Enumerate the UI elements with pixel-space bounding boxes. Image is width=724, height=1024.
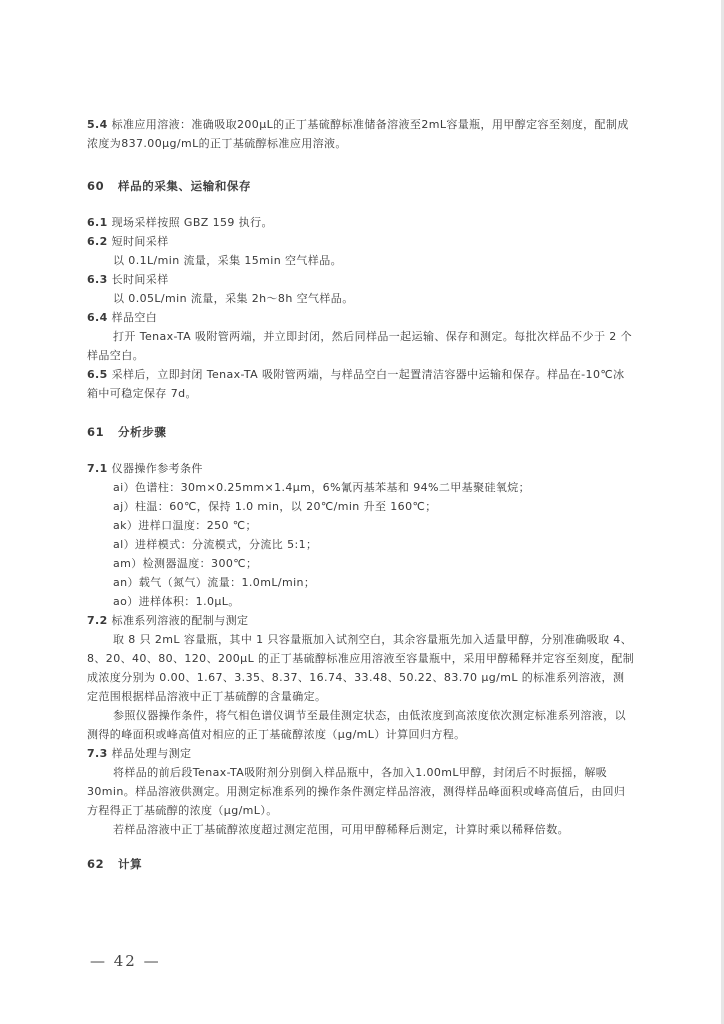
section-title: 短时间采样	[111, 235, 169, 248]
section-number: 5.4	[87, 118, 108, 131]
section-5-4	[87, 115, 635, 153]
section-number: 6.1	[87, 216, 108, 229]
heading-number: 61	[87, 425, 105, 439]
section-number: 7.1	[87, 462, 108, 475]
section-body: 若样品溶液中正丁基硫醇浓度超过测定范围，可用甲醇稀释后测定，计算时乘以稀释倍数。	[113, 823, 569, 836]
heading-number: 62	[87, 857, 105, 871]
section-number: 7.3	[87, 747, 108, 760]
section-body: 以 0.1L/min 流量，采集 15min 空气样品。	[113, 254, 342, 267]
section-title: 样品处理与测定	[111, 747, 192, 760]
section-number: 6.2	[87, 235, 108, 248]
list-item: am）检测器温度：300℃；	[113, 557, 258, 570]
list-item: ao）进样体积：1.0μL。	[113, 595, 240, 608]
section-body: 参照仪器操作条件，将气相色谱仪调节至最佳测定状态，由低浓度到高浓度依次测定标准系列溶液，以测得的峰面积或峰高值对相应的正丁基硫醇浓度（μg/mL）计算回归方程。	[87, 709, 626, 741]
heading-title: 分析步骤	[118, 425, 167, 439]
section-body: 以 0.05L/min 流量，采集 2h～8h 空气样品。	[113, 292, 354, 305]
heading-61	[87, 423, 635, 442]
list-item: aj）柱温：60℃，保持 1.0 min，以 20℃/min 升至 160℃；	[113, 500, 437, 513]
section-number: 6.4	[87, 311, 108, 324]
list-item: an）载气（氮气）流量：1.0mL/min；	[113, 576, 316, 589]
heading-60	[87, 177, 635, 196]
section-text: 标准应用溶液：准确吸取200μL的正丁基硫醇标准储备溶液至2mL容量瓶，用甲醇定容至刻度，配制成浓度为837.00μg/mL的正丁基硫醇标准应用溶液。	[87, 118, 629, 150]
section-title: 标准系列溶液的配制与测定	[111, 614, 249, 627]
section-7	[87, 459, 635, 839]
section-title: 样品空白	[111, 311, 158, 324]
section-title: 仪器操作参考条件	[111, 462, 203, 475]
heading-62	[87, 855, 635, 874]
section-body: 将样品的前后段Tenax-TA吸附剂分别倒入样品瓶中，各加入1.00mL甲醇，封闭后不时振摇，解吸30min。样品溶液供测定。用测定标准系列的操作条件测定样品溶液，测得样品峰面积或峰高值后，由回归方程得正丁基硫醇的浓度（μg/mL）。	[87, 766, 626, 817]
list-item: al）进样模式：分流模式，分流比 5:1；	[113, 538, 318, 551]
page-number: — 42 —	[90, 952, 161, 970]
section-number: 6.3	[87, 273, 108, 286]
section-number: 6.5	[87, 368, 108, 381]
heading-title: 计算	[118, 857, 143, 871]
list-item: ak）进样口温度：250 ℃；	[113, 519, 257, 532]
section-number: 7.2	[87, 614, 108, 627]
section-text: 采样后，立即封闭 Tenax-TA 吸附管两端，与样品空白一起置清洁容器中运输和保存。样品在-10℃冰箱中可稳定保存 7d。	[87, 368, 625, 400]
section-body: 打开 Tenax-TA 吸附管两端，并立即封闭，然后同样品一起运输、保存和测定。每批次样品不少于 2 个样品空白。	[87, 330, 632, 362]
heading-number: 60	[87, 179, 105, 193]
section-body: 取 8 只 2mL 容量瓶，其中 1 只容量瓶加入试剂空白，其余容量瓶先加入适量甲醇，分别准确吸取 4、8、20、40、80、120、200μL 的正丁基硫醇标准应用溶液至容量瓶中，采用甲醇稀释并定容至刻度，配制成浓度分别为 0.00、1.67、3.35、8.37、16.74、33.48、50.22、83.70 μg/mL 的标准系列溶液，测定范围根据样品溶液中正丁基硫醇的含量确定。	[87, 633, 635, 703]
section-text: 现场采样按照 GBZ 159 执行。	[111, 216, 273, 229]
section-6	[87, 213, 635, 403]
heading-title: 样品的采集、运输和保存	[118, 179, 252, 193]
list-item: ai）色谱柱：30m×0.25mm×1.4μm，6%氰丙基苯基和 94%二甲基聚硅氧烷；	[113, 481, 531, 494]
section-title: 长时间采样	[111, 273, 169, 286]
